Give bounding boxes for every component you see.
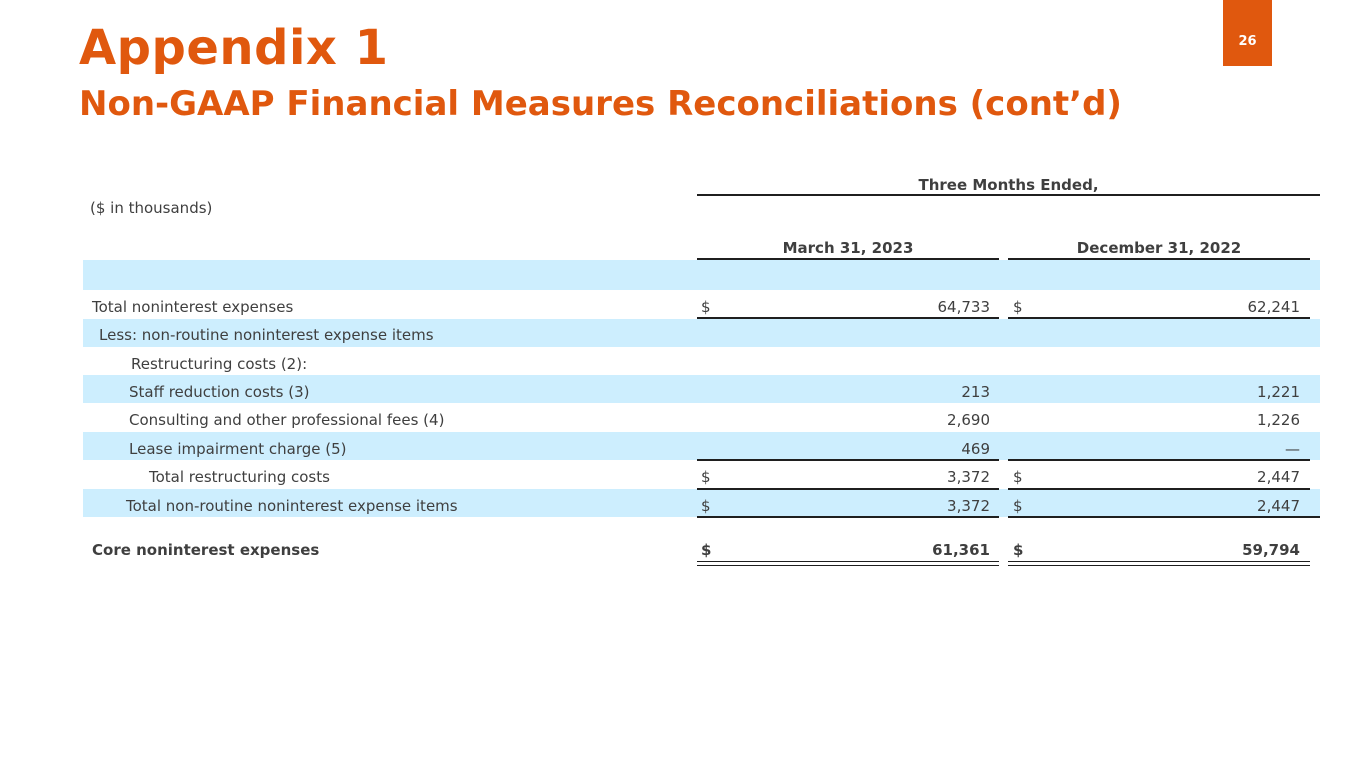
row-label-lease-impairment: Lease impairment charge (5) <box>129 440 347 458</box>
units-label: ($ in thousands) <box>90 199 213 217</box>
column-header-rule <box>697 258 999 260</box>
value-cell: — <box>1285 440 1300 458</box>
subtotal-rule <box>1008 516 1320 518</box>
value-cell: 2,447 <box>1257 497 1300 515</box>
row-label-consulting: Consulting and other professional fees (4) <box>129 411 445 429</box>
period-header-rule <box>697 194 1320 196</box>
value-cell: 469 <box>961 440 990 458</box>
total-double-rule <box>697 561 999 566</box>
currency-symbol: $ <box>1013 541 1024 559</box>
row-label-core-noninterest-expenses: Core noninterest expenses <box>92 541 320 559</box>
currency-symbol: $ <box>1013 497 1023 515</box>
currency-symbol: $ <box>701 468 711 486</box>
subtotal-rule <box>1008 459 1310 461</box>
subtotal-rule <box>697 459 999 461</box>
currency-symbol: $ <box>1013 468 1023 486</box>
page-title: Appendix 1 <box>79 20 389 76</box>
value-cell: 213 <box>961 383 990 401</box>
value-cell: 2,690 <box>947 411 990 429</box>
row-band <box>83 260 1320 290</box>
value-cell: 64,733 <box>937 298 990 316</box>
currency-symbol: $ <box>701 541 712 559</box>
currency-symbol: $ <box>701 497 711 515</box>
value-cell: 3,372 <box>947 497 990 515</box>
value-cell: 3,372 <box>947 468 990 486</box>
value-cell: 2,447 <box>1257 468 1300 486</box>
row-label-staff-reduction: Staff reduction costs (3) <box>129 383 310 401</box>
subtotal-rule <box>697 488 999 490</box>
value-cell: 1,221 <box>1257 383 1300 401</box>
value-cell: 1,226 <box>1257 411 1300 429</box>
subtotal-rule <box>697 317 999 319</box>
page-number-badge: 26 <box>1223 0 1272 66</box>
total-double-rule <box>1008 561 1310 566</box>
row-label-restructuring-costs: Restructuring costs (2): <box>131 355 308 373</box>
column-header-rule <box>1008 258 1310 260</box>
subtotal-rule <box>1008 317 1310 319</box>
row-label-total-noninterest-expenses: Total noninterest expenses <box>92 298 294 316</box>
value-cell: 59,794 <box>1242 541 1300 559</box>
value-cell: 62,241 <box>1247 298 1300 316</box>
row-label-total-restructuring: Total restructuring costs <box>149 468 330 486</box>
value-cell: 61,361 <box>932 541 990 559</box>
page-subtitle: Non-GAAP Financial Measures Reconciliations (cont’d) <box>79 84 1122 124</box>
row-label-less-non-routine: Less: non-routine noninterest expense items <box>99 326 434 344</box>
currency-symbol: $ <box>1013 298 1023 316</box>
currency-symbol: $ <box>701 298 711 316</box>
subtotal-rule <box>697 516 999 518</box>
subtotal-rule <box>1008 488 1310 490</box>
row-label-total-non-routine: Total non-routine noninterest expense items <box>126 497 458 515</box>
column-header-december-2022: December 31, 2022 <box>1076 239 1242 257</box>
period-header: Three Months Ended, <box>918 176 1099 194</box>
column-header-march-2023: March 31, 2023 <box>782 239 914 257</box>
